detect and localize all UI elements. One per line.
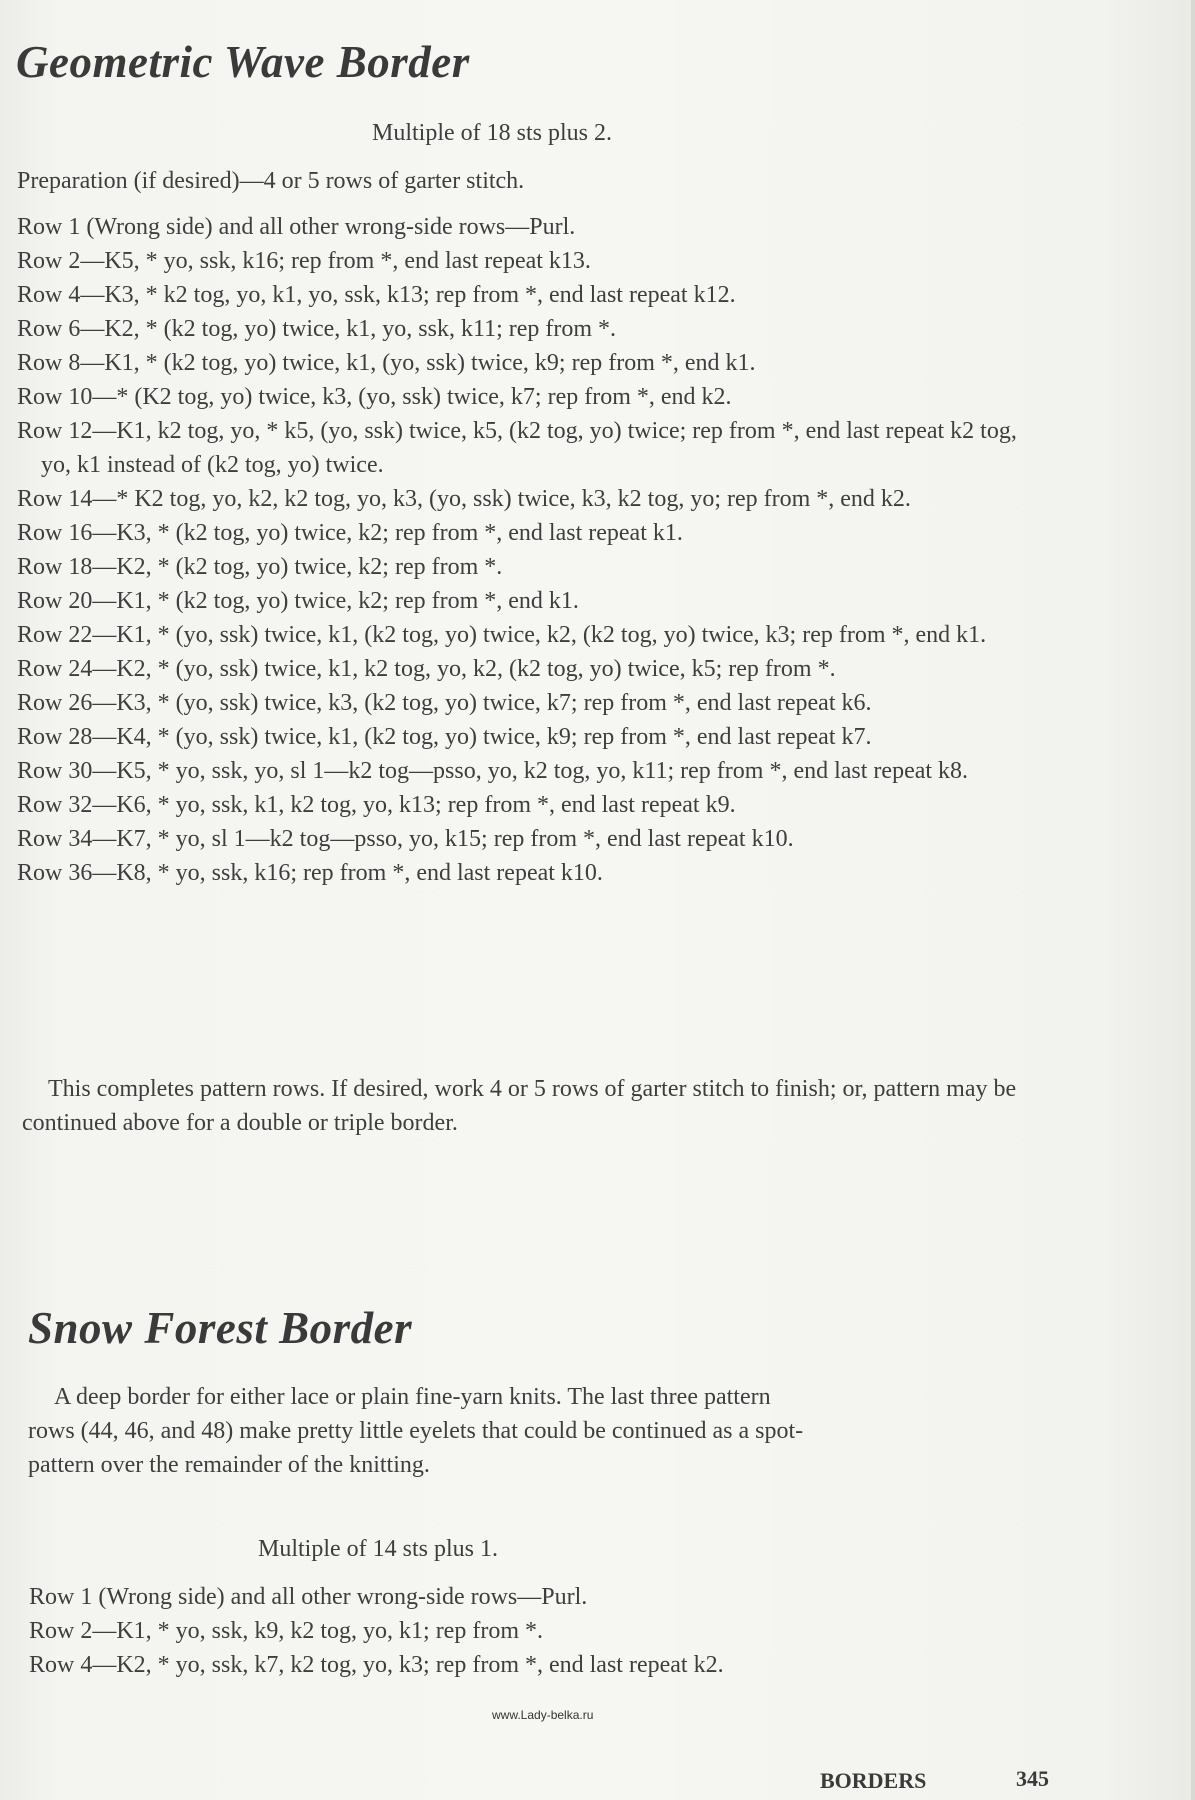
closing-paragraph-block <box>22 1072 1048 1140</box>
pattern-row: Row 8—K1, * (k2 tog, yo) twice, k1, (yo, ssk) twice, k9; rep from *, end k1. <box>17 350 756 376</box>
pattern-row: Row 10—* (K2 tog, yo) twice, k3, (yo, ssk) twice, k7; rep from *, end k2. <box>17 384 732 410</box>
pattern-row: Row 34—K7, * yo, sl 1—k2 tog—psso, yo, k15; rep from *, end last repeat k10. <box>17 826 794 852</box>
pattern-row: Row 12—K1, k2 tog, yo, * k5, (yo, ssk) twice, k5, (k2 tog, yo) twice; rep from *, end last repeat k2 tog, yo, k1 instead of (k2 tog, yo) twice. <box>17 418 1017 478</box>
pattern-row: Row 4—K2, * yo, ssk, k7, k2 tog, yo, k3; rep from *, end last repeat k2. <box>29 1652 724 1678</box>
watermark-url: www.Lady-belka.ru <box>492 1708 594 1722</box>
pattern-row: Row 30—K5, * yo, ssk, yo, sl 1—k2 tog—psso, yo, k2 tog, yo, k11; rep from *, end last repeat k8. <box>17 758 969 784</box>
section-title-snow-forest: Snow Forest Border <box>28 1303 413 1353</box>
pattern-row: Row 32—K6, * yo, ssk, k1, k2 tog, yo, k13; rep from *, end last repeat k9. <box>17 792 736 818</box>
pattern-row: Row 36—K8, * yo, ssk, k16; rep from *, end last repeat k10. <box>17 860 603 886</box>
pattern-row: Row 18—K2, * (k2 tog, yo) twice, k2; rep from *. <box>17 554 503 580</box>
page-edge <box>1191 0 1195 1800</box>
pattern-row: Row 14—* K2 tog, yo, k2, k2 tog, yo, k3, (yo, ssk) twice, k3, k2 tog, yo; rep from *, end k2. <box>17 486 911 512</box>
preparation-line <box>17 164 1037 198</box>
pattern-row: Row 1 (Wrong side) and all other wrong-side rows—Purl. <box>29 1584 588 1610</box>
pattern-row: Row 24—K2, * (yo, ssk) twice, k1, k2 tog, yo, k2, (k2 tog, yo) twice, k5; rep from *. <box>17 656 836 682</box>
intro-paragraph-block <box>28 1380 808 1482</box>
running-footer-label: BORDERS <box>820 1768 927 1793</box>
preparation-text: Preparation (if desired)—4 or 5 rows of garter stitch. <box>17 168 525 194</box>
pattern-row: Row 2—K1, * yo, ssk, k9, k2 tog, yo, k1; rep from *. <box>29 1618 543 1644</box>
pattern-row: Row 2—K5, * yo, ssk, k16; rep from *, end last repeat k13. <box>17 248 591 274</box>
pattern-row: Row 16—K3, * (k2 tog, yo) twice, k2; rep from *, end last repeat k1. <box>17 520 683 546</box>
pattern-row: Row 20—K1, * (k2 tog, yo) twice, k2; rep from *, end k1. <box>17 588 579 614</box>
section-title-geometric-wave: Geometric Wave Border <box>16 37 470 87</box>
pattern-rows-1 <box>17 210 1049 890</box>
pattern-row: Row 1 (Wrong side) and all other wrong-side rows—Purl. <box>17 214 576 240</box>
pattern-rows-2 <box>29 1580 819 1682</box>
intro-paragraph: A deep border for either lace or plain fine-yarn knits. The last three pattern rows (44, 46, and 48) make pretty little eyelets that could be continued as a spot-pattern over the remainder of the knitting. <box>28 1384 804 1478</box>
multiple-note-2: Multiple of 14 sts plus 1. <box>258 1536 499 1562</box>
closing-paragraph: This completes pattern rows. If desired, work 4 or 5 rows of garter stitch to finish; or, pattern may be continued above for a double or triple border. <box>22 1076 1017 1136</box>
pattern-row: Row 22—K1, * (yo, ssk) twice, k1, (k2 tog, yo) twice, k2, (k2 tog, yo) twice, k3; rep from *, end k1. <box>17 622 987 648</box>
pattern-row: Row 26—K3, * (yo, ssk) twice, k3, (k2 tog, yo) twice, k7; rep from *, end last repeat k6. <box>17 690 872 716</box>
multiple-note-1: Multiple of 18 sts plus 2. <box>372 120 613 146</box>
page-number: 345 <box>1016 1766 1049 1791</box>
pattern-row: Row 28—K4, * (yo, ssk) twice, k1, (k2 tog, yo) twice, k9; rep from *, end last repeat k7. <box>17 724 872 750</box>
pattern-row: Row 6—K2, * (k2 tog, yo) twice, k1, yo, ssk, k11; rep from *. <box>17 316 617 342</box>
pattern-row: Row 4—K3, * k2 tog, yo, k1, yo, ssk, k13; rep from *, end last repeat k12. <box>17 282 736 308</box>
